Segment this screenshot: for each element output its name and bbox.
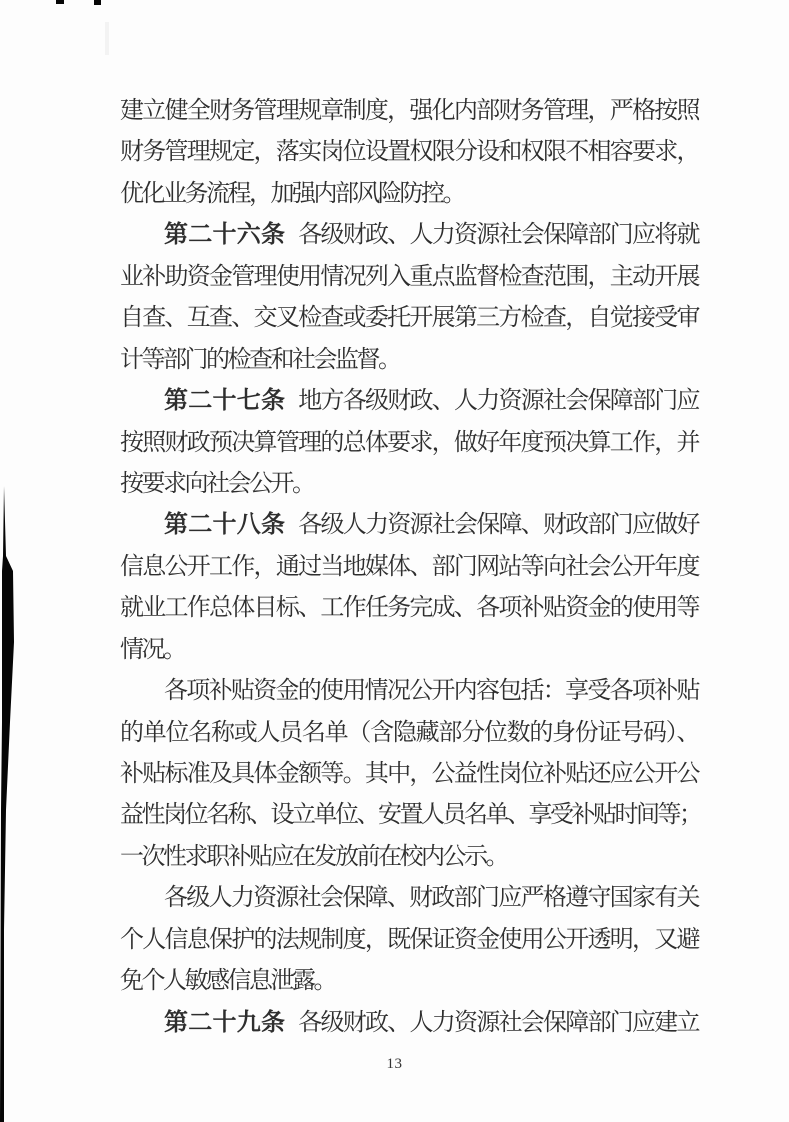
line-text: 的单位名称或人员名单（含隐藏部分位数的身份证号码）、: [120, 719, 698, 746]
line-text: 业补助资金管理使用情况列入重点监督检查范围，主动开展: [120, 263, 698, 290]
line-text: 个人信息保护的法规制度，既保证资金使用公开透明，又避: [120, 926, 698, 953]
line-text: 计等部门的检查和社会监督。: [120, 346, 400, 373]
line-text: 自查、互查、交叉检查或委托开展第三方检查，自觉接受审: [120, 305, 698, 332]
text-line: [120, 630, 698, 671]
text-line: [120, 132, 698, 173]
article-26-label: 第二十六条: [164, 222, 286, 249]
line-text: 地方各级财政、人力资源社会保障部门应: [298, 388, 698, 415]
line-text: 各级人力资源社会保障、财政部门应严格遵守国家有关: [164, 885, 698, 912]
text-line: [120, 298, 698, 339]
line-text: 优化业务流程，加强内部风险防控。: [120, 180, 464, 207]
scan-smudge: [105, 22, 109, 55]
scan-mark-top-2: [94, 0, 101, 5]
line-text: 按照财政预决算管理的总体要求，做好年度预决算工作，并: [120, 429, 698, 456]
text-line: [120, 920, 698, 961]
article-27-label: 第二十七条: [164, 388, 286, 415]
line-text: 一次性求职补贴应在发放前在校内公示。: [120, 843, 507, 870]
line-text: 财务管理规定，落实岗位设置权限分设和权限不相容要求，: [120, 139, 698, 166]
line-text: 情况。: [120, 636, 185, 663]
text-line: [120, 671, 698, 712]
line-text: 各级财政、人力资源社会保障部门应将就: [298, 222, 698, 249]
document-body: [120, 91, 701, 1044]
line-text: 按要求向社会公开。: [120, 470, 314, 497]
text-line: [120, 464, 698, 505]
text-line: [120, 795, 701, 836]
line-text: 各级财政、人力资源社会保障部门应建立: [298, 1009, 698, 1036]
line-text: 益性岗位名称、设立单位、安置人员名单、享受补贴时间等；: [120, 802, 701, 829]
text-line: [120, 340, 698, 381]
scan-mark-top-1: [56, 0, 64, 4]
line-text: 建立健全财务管理规章制度，强化内部财务管理，严格按照: [120, 98, 698, 124]
text-line: [120, 547, 698, 588]
text-line: [120, 878, 698, 919]
text-line: [120, 588, 698, 629]
text-line: [120, 174, 698, 215]
line-text: 免个人敏感信息泄露。: [120, 968, 335, 995]
scan-streak-left-edge: [0, 0, 20, 1122]
text-line: [120, 91, 698, 132]
text-line: [120, 754, 698, 795]
text-line: [120, 381, 698, 422]
text-line: [120, 1003, 698, 1044]
text-line: [120, 837, 698, 878]
text-line: [120, 257, 698, 298]
article-29-label: 第二十九条: [164, 1009, 286, 1036]
text-line: [120, 713, 698, 754]
line-text: 各级人力资源社会保障、财政部门应做好: [298, 512, 698, 539]
article-28-label: 第二十八条: [164, 512, 286, 539]
text-line: [120, 961, 698, 1002]
text-line: [120, 215, 698, 256]
page-number: 13: [386, 1056, 403, 1072]
line-text: 就业工作总体目标、工作任务完成、各项补贴资金的使用等: [120, 595, 698, 622]
text-line: [120, 423, 698, 464]
text-line: [120, 505, 698, 546]
line-text: 信息公开工作，通过当地媒体、部门网站等向社会公开年度: [120, 553, 698, 580]
line-text: 各项补贴资金的使用情况公开内容包括：享受各项补贴: [164, 678, 698, 705]
line-text: 补贴标准及具体金额等。其中，公益性岗位补贴还应公开公: [120, 761, 698, 787]
